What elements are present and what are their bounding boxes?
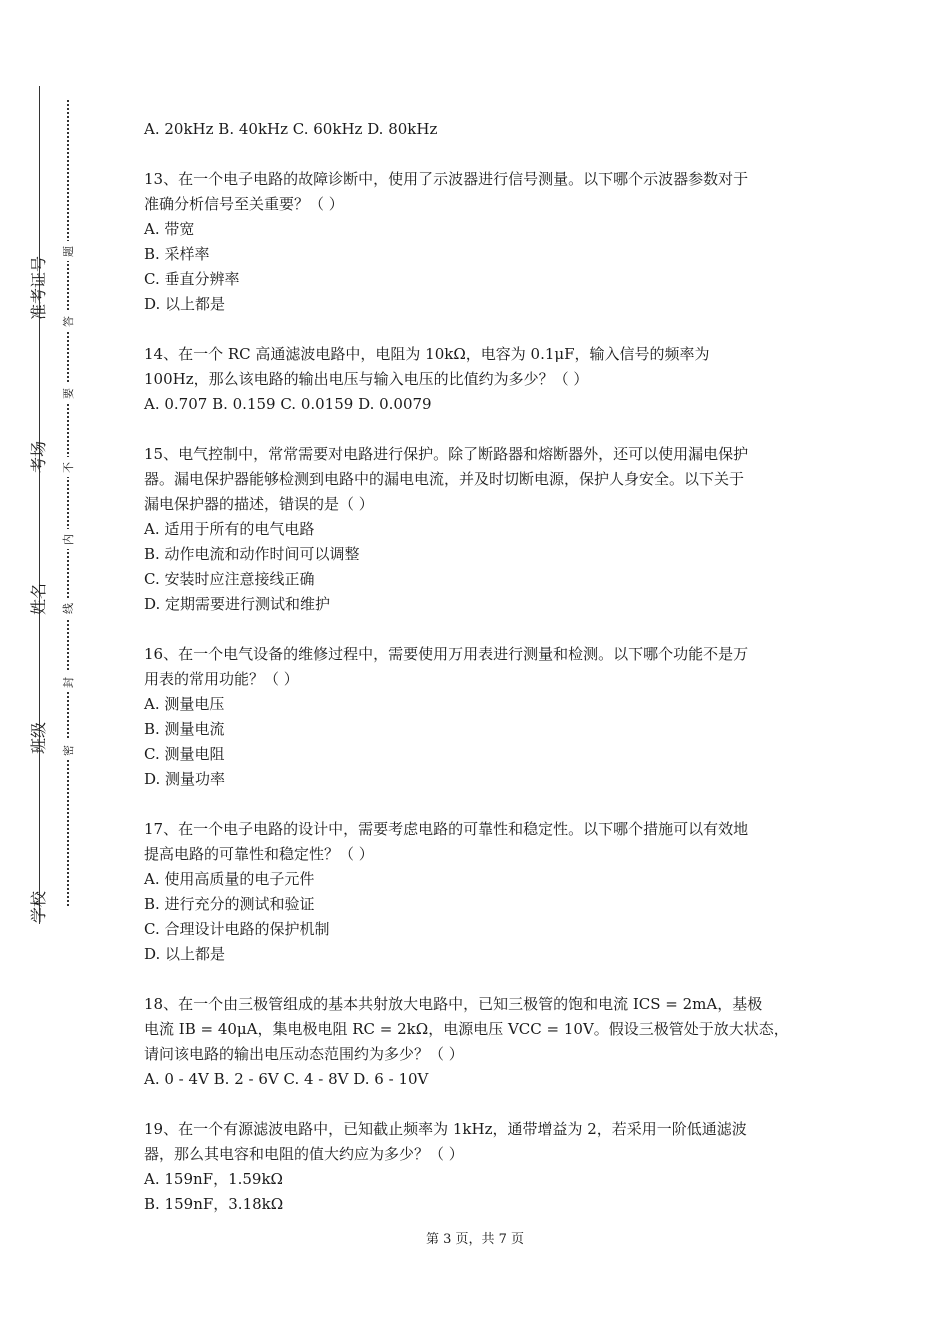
question-stem-line: 18、在一个由三极管组成的基本共射放大电路中，已知三极管的饱和电流 ICS = 2mA，基极	[144, 995, 763, 1013]
seal-char-text: 不	[61, 461, 75, 473]
option-d: D. 测量功率	[144, 770, 226, 788]
question-18	[144, 992, 812, 1092]
school-label-text: 学校	[28, 890, 48, 924]
option-a: A. 带宽	[144, 220, 195, 238]
class-label	[22, 713, 56, 763]
option-b: B. 进行充分的测试和验证	[144, 895, 315, 913]
question-stem-line: 13、在一个电子电路的故障诊断中，使用了示波器进行信号测量。以下哪个示波器参数对于	[144, 170, 749, 188]
seal-char-text: 题	[61, 245, 75, 257]
question-stem-line: 准确分析信号至关重要？（ ）	[144, 195, 344, 213]
binding-dotted-line	[67, 100, 69, 906]
seal-char-text: 密	[61, 744, 75, 756]
student-name-label	[22, 574, 56, 624]
exam-id-label	[22, 255, 56, 321]
seal-char	[58, 457, 78, 477]
question-stem-line: 19、在一个有源滤波电路中，已知截止频率为 1kHz，通带增益为 2，若采用一阶低通滤波	[144, 1120, 747, 1138]
option-d: D. 以上都是	[144, 295, 226, 313]
option-b: B. 采样率	[144, 245, 210, 263]
seal-char	[58, 529, 78, 549]
seal-char-text: 内	[61, 533, 75, 545]
question-stem-line: 电流 IB = 40μA，集电极电阻 RC = 2kΩ，电源电压 VCC = 10V。假设三极管处于放大状态，	[144, 1020, 789, 1038]
option-b: B. 动作电流和动作时间可以调整	[144, 545, 360, 563]
binding-solid-line	[39, 86, 40, 924]
option-a: A. 测量电压	[144, 695, 225, 713]
option-c: C. 合理设计电路的保护机制	[144, 920, 330, 938]
question-12-tail	[144, 117, 812, 142]
question-stem-line: 器。漏电保护器能够检测到电路中的漏电电流，并及时切断电源，保护人身安全。以下关于	[144, 470, 745, 488]
option-line: A. 0.707 B. 0.159 C. 0.0159 D. 0.0079	[144, 395, 432, 413]
exam-room-label	[22, 432, 56, 482]
seal-char-text: 答	[61, 315, 75, 327]
seal-char	[58, 241, 78, 261]
option-c: C. 垂直分辨率	[144, 270, 240, 288]
question-14	[144, 342, 812, 417]
question-stem-line: 请问该电路的输出电压动态范围约为多少？（ ）	[144, 1045, 464, 1063]
question-stem-line: 14、在一个 RC 高通滤波电路中，电阻为 10kΩ，电容为 0.1μF，输入信号的频率为	[144, 345, 710, 363]
option-line: A. 0 - 4V B. 2 - 6V C. 4 - 8V D. 6 - 10V	[144, 1070, 429, 1088]
exam-id-label-text: 准考证号	[29, 255, 49, 321]
question-13	[144, 167, 812, 317]
question-19	[144, 1117, 812, 1217]
question-stem-line: 提高电路的可靠性和稳定性？（ ）	[144, 845, 374, 863]
school-label	[22, 882, 56, 932]
seal-char	[58, 383, 78, 403]
question-stem-line: 16、在一个电气设备的维修过程中，需要使用万用表进行测量和检测。以下哪个功能不是万	[144, 645, 749, 663]
exam-room-label-text: 考场	[28, 440, 48, 474]
option-b: B. 测量电流	[144, 720, 225, 738]
option-line: A. 20kHz B. 40kHz C. 60kHz D. 80kHz	[144, 120, 438, 138]
option-c: C. 安装时应注意接线正确	[144, 570, 315, 588]
question-16	[144, 642, 812, 792]
question-17	[144, 817, 812, 967]
question-stem-line: 用表的常用功能？（ ）	[144, 670, 299, 688]
option-a: A. 159nF，1.59kΩ	[144, 1170, 283, 1188]
seal-char	[58, 672, 78, 692]
student-name-label-text: 姓名	[28, 582, 48, 616]
question-stem-line: 器，那么其电容和电阻的值大约应为多少？（ ）	[144, 1145, 464, 1163]
question-stem-line: 15、电气控制中，常常需要对电路进行保护。除了断路器和熔断器外，还可以使用漏电保护	[144, 445, 749, 463]
question-stem-line: 100Hz，那么该电路的输出电压与输入电压的比值约为多少？（ ）	[144, 370, 589, 388]
seal-char	[58, 598, 78, 618]
seal-char	[58, 311, 78, 331]
seal-char-text: 要	[61, 387, 75, 399]
seal-char-text: 封	[61, 676, 75, 688]
option-d: D. 以上都是	[144, 945, 226, 963]
seal-char-text: 线	[61, 602, 75, 614]
option-b: B. 159nF，3.18kΩ	[144, 1195, 284, 1213]
question-stem-line: 17、在一个电子电路的设计中，需要考虑电路的可靠性和稳定性。以下哪个措施可以有效地	[144, 820, 749, 838]
question-list	[144, 117, 812, 1217]
option-d: D. 定期需要进行测试和维护	[144, 595, 331, 613]
class-label-text: 班级	[28, 721, 48, 755]
option-c: C. 测量电阻	[144, 745, 225, 763]
option-a: A. 适用于所有的电气电路	[144, 520, 315, 538]
question-15	[144, 442, 812, 617]
page-number: 第 3 页，共 7 页	[425, 1232, 525, 1247]
question-stem-line: 漏电保护器的描述，错误的是（ ）	[144, 495, 374, 513]
option-a: A. 使用高质量的电子元件	[144, 870, 315, 888]
seal-char	[58, 740, 78, 760]
